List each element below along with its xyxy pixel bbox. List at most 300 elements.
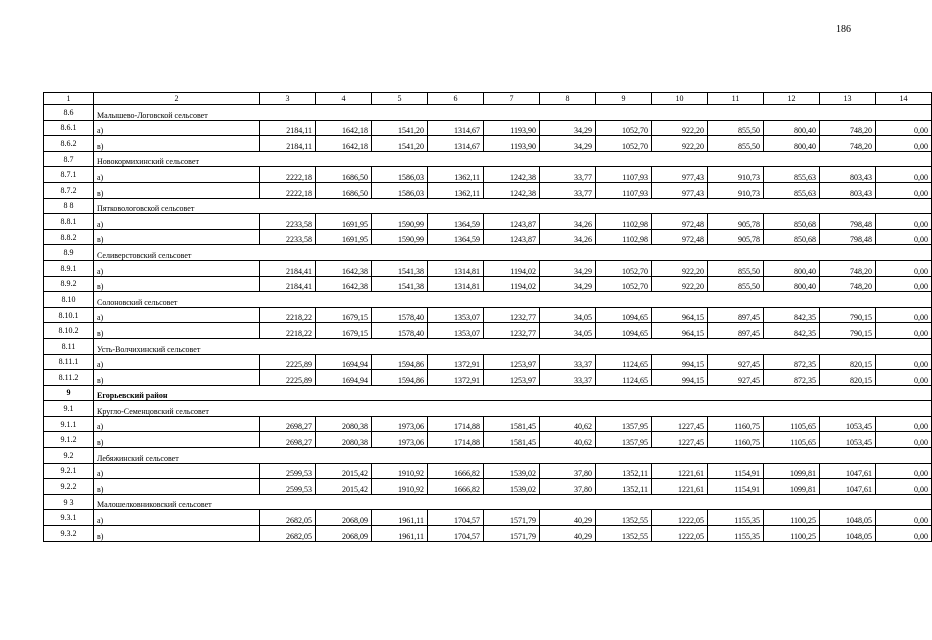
row-label: в) [94, 370, 260, 386]
value-cell: 994,15 [652, 354, 708, 370]
value-cell: 1314,67 [428, 120, 484, 136]
value-cell: 1642,18 [316, 120, 372, 136]
section-name: Новокормихинский сельсовет [94, 151, 932, 167]
table-row [44, 167, 932, 183]
section-name: Лебяжинский сельсовет [94, 448, 932, 464]
table-row [44, 479, 932, 495]
value-cell: 0,00 [876, 416, 932, 432]
value-cell: 1541,38 [372, 276, 428, 292]
value-cell: 872,35 [764, 354, 820, 370]
row-code: 8.7.2 [44, 182, 94, 198]
value-cell: 850,68 [764, 229, 820, 245]
row-label: в) [94, 182, 260, 198]
column-header-6: 6 [428, 93, 484, 105]
table-row [44, 307, 932, 323]
value-cell: 1094,65 [596, 323, 652, 339]
value-cell: 1686,50 [316, 167, 372, 183]
value-cell: 1099,81 [764, 463, 820, 479]
table-row [44, 432, 932, 448]
value-cell: 927,45 [708, 354, 764, 370]
row-code: 8.9.2 [44, 276, 94, 292]
value-cell: 1642,38 [316, 260, 372, 276]
value-cell: 1094,65 [596, 307, 652, 323]
column-header-14: 14 [876, 93, 932, 105]
value-cell: 1314,81 [428, 276, 484, 292]
value-cell: 977,43 [652, 167, 708, 183]
value-cell: 1578,40 [372, 307, 428, 323]
value-cell: 897,45 [708, 307, 764, 323]
value-cell: 1539,02 [484, 479, 540, 495]
value-cell: 1541,38 [372, 260, 428, 276]
section-name: Егорьевский район [94, 385, 932, 401]
value-cell: 34,05 [540, 307, 596, 323]
value-cell: 1052,70 [596, 260, 652, 276]
row-code: 8.9.1 [44, 260, 94, 276]
value-cell: 1714,88 [428, 416, 484, 432]
value-cell: 2225,89 [260, 370, 316, 386]
value-cell: 1590,99 [372, 229, 428, 245]
row-code: 8.6 [44, 105, 94, 121]
row-code: 8.11 [44, 338, 94, 354]
value-cell: 1679,15 [316, 323, 372, 339]
row-code: 9.2.2 [44, 479, 94, 495]
value-cell: 0,00 [876, 526, 932, 542]
table-row [44, 323, 932, 339]
value-cell: 1105,65 [764, 416, 820, 432]
value-cell: 1973,06 [372, 416, 428, 432]
value-cell: 1666,82 [428, 479, 484, 495]
value-cell: 1352,11 [596, 479, 652, 495]
value-cell: 1107,93 [596, 167, 652, 183]
section-name: Малышево-Логовской сельсовет [94, 105, 932, 121]
value-cell: 800,40 [764, 276, 820, 292]
table-row [44, 510, 932, 526]
value-cell: 977,43 [652, 182, 708, 198]
section-row [44, 448, 932, 464]
column-header-5: 5 [372, 93, 428, 105]
column-header-9: 9 [596, 93, 652, 105]
value-cell: 0,00 [876, 307, 932, 323]
value-cell: 1102,98 [596, 214, 652, 230]
value-cell: 40,62 [540, 416, 596, 432]
value-cell: 2222,18 [260, 167, 316, 183]
value-cell: 2599,53 [260, 463, 316, 479]
value-cell: 1362,11 [428, 167, 484, 183]
value-cell: 1243,87 [484, 229, 540, 245]
value-cell: 1679,15 [316, 307, 372, 323]
value-cell: 1194,02 [484, 260, 540, 276]
value-cell: 0,00 [876, 276, 932, 292]
value-cell: 2682,05 [260, 526, 316, 542]
value-cell: 910,73 [708, 182, 764, 198]
value-cell: 1222,05 [652, 510, 708, 526]
value-cell: 37,80 [540, 463, 596, 479]
value-cell: 2218,22 [260, 307, 316, 323]
value-cell: 1364,59 [428, 229, 484, 245]
value-cell: 1691,95 [316, 214, 372, 230]
column-header-1: 1 [44, 93, 94, 105]
value-cell: 37,80 [540, 479, 596, 495]
value-cell: 820,15 [820, 354, 876, 370]
row-label: в) [94, 229, 260, 245]
value-cell: 2233,58 [260, 214, 316, 230]
value-cell: 972,48 [652, 214, 708, 230]
value-cell: 800,40 [764, 260, 820, 276]
value-cell: 0,00 [876, 370, 932, 386]
table-row [44, 526, 932, 542]
value-cell: 1704,57 [428, 510, 484, 526]
row-code: 8.8.1 [44, 214, 94, 230]
value-cell: 842,35 [764, 307, 820, 323]
row-code: 9 3 [44, 494, 94, 510]
table-row [44, 136, 932, 152]
section-name: Пятковологовской сельсовет [94, 198, 932, 214]
row-label: в) [94, 432, 260, 448]
value-cell: 872,35 [764, 370, 820, 386]
value-cell: 1155,35 [708, 510, 764, 526]
value-cell: 1961,11 [372, 526, 428, 542]
row-code: 8.9 [44, 245, 94, 261]
value-cell: 34,26 [540, 214, 596, 230]
row-label: а) [94, 260, 260, 276]
value-cell: 1047,61 [820, 463, 876, 479]
value-cell: 33,77 [540, 167, 596, 183]
value-cell: 1107,93 [596, 182, 652, 198]
value-cell: 1053,45 [820, 432, 876, 448]
row-label: а) [94, 167, 260, 183]
value-cell: 1686,50 [316, 182, 372, 198]
value-cell: 1581,45 [484, 432, 540, 448]
value-cell: 0,00 [876, 167, 932, 183]
value-cell: 0,00 [876, 120, 932, 136]
value-cell: 1193,90 [484, 136, 540, 152]
value-cell: 1594,86 [372, 370, 428, 386]
value-cell: 0,00 [876, 432, 932, 448]
section-row [44, 105, 932, 121]
value-cell: 897,45 [708, 323, 764, 339]
value-cell: 1227,45 [652, 432, 708, 448]
row-label: а) [94, 510, 260, 526]
row-label: а) [94, 463, 260, 479]
value-cell: 34,29 [540, 120, 596, 136]
section-row [44, 494, 932, 510]
value-cell: 1105,65 [764, 432, 820, 448]
value-cell: 0,00 [876, 136, 932, 152]
value-cell: 1357,95 [596, 432, 652, 448]
section-name: Малошелковниковский сельсовет [94, 494, 932, 510]
value-cell: 33,37 [540, 354, 596, 370]
column-header-8: 8 [540, 93, 596, 105]
value-cell: 964,15 [652, 307, 708, 323]
value-cell: 1372,91 [428, 370, 484, 386]
value-cell: 748,20 [820, 136, 876, 152]
value-cell: 1227,45 [652, 416, 708, 432]
value-cell: 1539,02 [484, 463, 540, 479]
value-cell: 1124,65 [596, 370, 652, 386]
row-code: 8.8.2 [44, 229, 94, 245]
value-cell: 0,00 [876, 510, 932, 526]
value-cell: 2015,42 [316, 463, 372, 479]
column-header-10: 10 [652, 93, 708, 105]
value-cell: 855,50 [708, 276, 764, 292]
value-cell: 0,00 [876, 229, 932, 245]
table-row [44, 229, 932, 245]
value-cell: 748,20 [820, 260, 876, 276]
value-cell: 1694,94 [316, 370, 372, 386]
value-cell: 1714,88 [428, 432, 484, 448]
table-row [44, 354, 932, 370]
value-cell: 1099,81 [764, 479, 820, 495]
value-cell: 803,43 [820, 167, 876, 183]
value-cell: 905,78 [708, 229, 764, 245]
section-row [44, 292, 932, 308]
value-cell: 800,40 [764, 136, 820, 152]
value-cell: 2080,38 [316, 416, 372, 432]
value-cell: 2080,38 [316, 432, 372, 448]
value-cell: 2184,11 [260, 136, 316, 152]
value-cell: 748,20 [820, 120, 876, 136]
section-row [44, 245, 932, 261]
column-header-4: 4 [316, 93, 372, 105]
row-label: в) [94, 479, 260, 495]
row-label: а) [94, 416, 260, 432]
row-label: а) [94, 120, 260, 136]
value-cell: 1154,91 [708, 479, 764, 495]
value-cell: 2218,22 [260, 323, 316, 339]
section-name: Усть-Волчихинский сельсовет [94, 338, 932, 354]
value-cell: 1100,25 [764, 510, 820, 526]
row-code: 8.7.1 [44, 167, 94, 183]
value-cell: 34,26 [540, 229, 596, 245]
column-header-2: 2 [94, 93, 260, 105]
row-label: а) [94, 354, 260, 370]
value-cell: 1047,61 [820, 479, 876, 495]
row-label: в) [94, 276, 260, 292]
column-header-7: 7 [484, 93, 540, 105]
value-cell: 0,00 [876, 214, 932, 230]
value-cell: 34,05 [540, 323, 596, 339]
value-cell: 820,15 [820, 370, 876, 386]
value-cell: 1193,90 [484, 120, 540, 136]
value-cell: 0,00 [876, 463, 932, 479]
row-code: 9.3.2 [44, 526, 94, 542]
value-cell: 0,00 [876, 479, 932, 495]
row-code: 9.1.2 [44, 432, 94, 448]
value-cell: 1232,77 [484, 323, 540, 339]
row-label: в) [94, 323, 260, 339]
value-cell: 1155,35 [708, 526, 764, 542]
value-cell: 1352,11 [596, 463, 652, 479]
value-cell: 1353,07 [428, 323, 484, 339]
section-row [44, 151, 932, 167]
row-label: в) [94, 136, 260, 152]
row-code: 8.11.2 [44, 370, 94, 386]
value-cell: 2184,41 [260, 276, 316, 292]
value-cell: 1124,65 [596, 354, 652, 370]
table-body [44, 93, 932, 542]
table-row [44, 260, 932, 276]
row-code: 8.11.1 [44, 354, 94, 370]
row-code: 8.7 [44, 151, 94, 167]
value-cell: 790,15 [820, 307, 876, 323]
value-cell: 1221,61 [652, 463, 708, 479]
section-name: Селиверстовский сельсовет [94, 245, 932, 261]
value-cell: 2225,89 [260, 354, 316, 370]
column-header-3: 3 [260, 93, 316, 105]
value-cell: 1353,07 [428, 307, 484, 323]
value-cell: 1048,05 [820, 526, 876, 542]
section-row [44, 338, 932, 354]
value-cell: 2599,53 [260, 479, 316, 495]
value-cell: 1910,92 [372, 479, 428, 495]
value-cell: 2184,11 [260, 120, 316, 136]
value-cell: 1053,45 [820, 416, 876, 432]
value-cell: 1100,25 [764, 526, 820, 542]
row-code: 9.2.1 [44, 463, 94, 479]
value-cell: 1052,70 [596, 276, 652, 292]
value-cell: 2233,58 [260, 229, 316, 245]
value-cell: 798,48 [820, 229, 876, 245]
column-header-12: 12 [764, 93, 820, 105]
value-cell: 2698,27 [260, 416, 316, 432]
value-cell: 922,20 [652, 260, 708, 276]
value-cell: 922,20 [652, 120, 708, 136]
value-cell: 2682,05 [260, 510, 316, 526]
value-cell: 842,35 [764, 323, 820, 339]
value-cell: 855,50 [708, 120, 764, 136]
value-cell: 855,50 [708, 260, 764, 276]
value-cell: 1541,20 [372, 136, 428, 152]
row-code: 9 [44, 385, 94, 401]
value-cell: 2184,41 [260, 260, 316, 276]
value-cell: 2222,18 [260, 182, 316, 198]
value-cell: 1666,82 [428, 463, 484, 479]
value-cell: 0,00 [876, 182, 932, 198]
value-cell: 1541,20 [372, 120, 428, 136]
value-cell: 2068,09 [316, 526, 372, 542]
value-cell: 1242,38 [484, 182, 540, 198]
column-header-11: 11 [708, 93, 764, 105]
value-cell: 1352,55 [596, 526, 652, 542]
value-cell: 1243,87 [484, 214, 540, 230]
row-code: 8.10 [44, 292, 94, 308]
value-cell: 1160,75 [708, 416, 764, 432]
value-cell: 927,45 [708, 370, 764, 386]
value-cell: 1160,75 [708, 432, 764, 448]
table-row [44, 120, 932, 136]
value-cell: 0,00 [876, 354, 932, 370]
value-cell: 800,40 [764, 120, 820, 136]
value-cell: 34,29 [540, 136, 596, 152]
value-cell: 1586,03 [372, 167, 428, 183]
value-cell: 2698,27 [260, 432, 316, 448]
value-cell: 1314,81 [428, 260, 484, 276]
value-cell: 1586,03 [372, 182, 428, 198]
value-cell: 1154,91 [708, 463, 764, 479]
section-name: Круглo-Семенцовский сельсовет [94, 401, 932, 417]
row-label: а) [94, 214, 260, 230]
value-cell: 34,29 [540, 276, 596, 292]
value-cell: 964,15 [652, 323, 708, 339]
column-header-13: 13 [820, 93, 876, 105]
table-row [44, 463, 932, 479]
value-cell: 1961,11 [372, 510, 428, 526]
value-cell: 1578,40 [372, 323, 428, 339]
value-cell: 1364,59 [428, 214, 484, 230]
row-label: в) [94, 526, 260, 542]
value-cell: 1221,61 [652, 479, 708, 495]
value-cell: 2015,42 [316, 479, 372, 495]
value-cell: 34,29 [540, 260, 596, 276]
value-cell: 1973,06 [372, 432, 428, 448]
value-cell: 855,50 [708, 136, 764, 152]
value-cell: 1242,38 [484, 167, 540, 183]
value-cell: 850,68 [764, 214, 820, 230]
tariff-table [43, 92, 932, 542]
value-cell: 40,62 [540, 432, 596, 448]
value-cell: 33,77 [540, 182, 596, 198]
row-code: 8.6.1 [44, 120, 94, 136]
value-cell: 1102,98 [596, 229, 652, 245]
value-cell: 855,63 [764, 182, 820, 198]
row-code: 9.1.1 [44, 416, 94, 432]
value-cell: 1194,02 [484, 276, 540, 292]
value-cell: 905,78 [708, 214, 764, 230]
value-cell: 40,29 [540, 510, 596, 526]
value-cell: 1590,99 [372, 214, 428, 230]
value-cell: 798,48 [820, 214, 876, 230]
value-cell: 0,00 [876, 323, 932, 339]
row-code: 8.10.1 [44, 307, 94, 323]
value-cell: 0,00 [876, 260, 932, 276]
value-cell: 1362,11 [428, 182, 484, 198]
value-cell: 1357,95 [596, 416, 652, 432]
value-cell: 1253,97 [484, 370, 540, 386]
value-cell: 1222,05 [652, 526, 708, 542]
row-code: 8.10.2 [44, 323, 94, 339]
row-code: 8 8 [44, 198, 94, 214]
value-cell: 40,29 [540, 526, 596, 542]
value-cell: 1052,70 [596, 136, 652, 152]
value-cell: 972,48 [652, 229, 708, 245]
table-row [44, 276, 932, 292]
value-cell: 1352,55 [596, 510, 652, 526]
row-code: 9.2 [44, 448, 94, 464]
section-name: Солоновский сельсовет [94, 292, 932, 308]
value-cell: 1372,91 [428, 354, 484, 370]
column-header-row [44, 93, 932, 105]
value-cell: 1581,45 [484, 416, 540, 432]
value-cell: 803,43 [820, 182, 876, 198]
value-cell: 855,63 [764, 167, 820, 183]
section-row [44, 198, 932, 214]
value-cell: 1571,79 [484, 510, 540, 526]
value-cell: 1571,79 [484, 526, 540, 542]
value-cell: 1314,67 [428, 136, 484, 152]
value-cell: 2068,09 [316, 510, 372, 526]
row-code: 9.3.1 [44, 510, 94, 526]
value-cell: 1594,86 [372, 354, 428, 370]
table-row [44, 416, 932, 432]
value-cell: 33,37 [540, 370, 596, 386]
value-cell: 1694,94 [316, 354, 372, 370]
row-code: 9.1 [44, 401, 94, 417]
row-label: а) [94, 307, 260, 323]
row-code: 8.6.2 [44, 136, 94, 152]
value-cell: 1253,97 [484, 354, 540, 370]
value-cell: 994,15 [652, 370, 708, 386]
section-row [44, 401, 932, 417]
